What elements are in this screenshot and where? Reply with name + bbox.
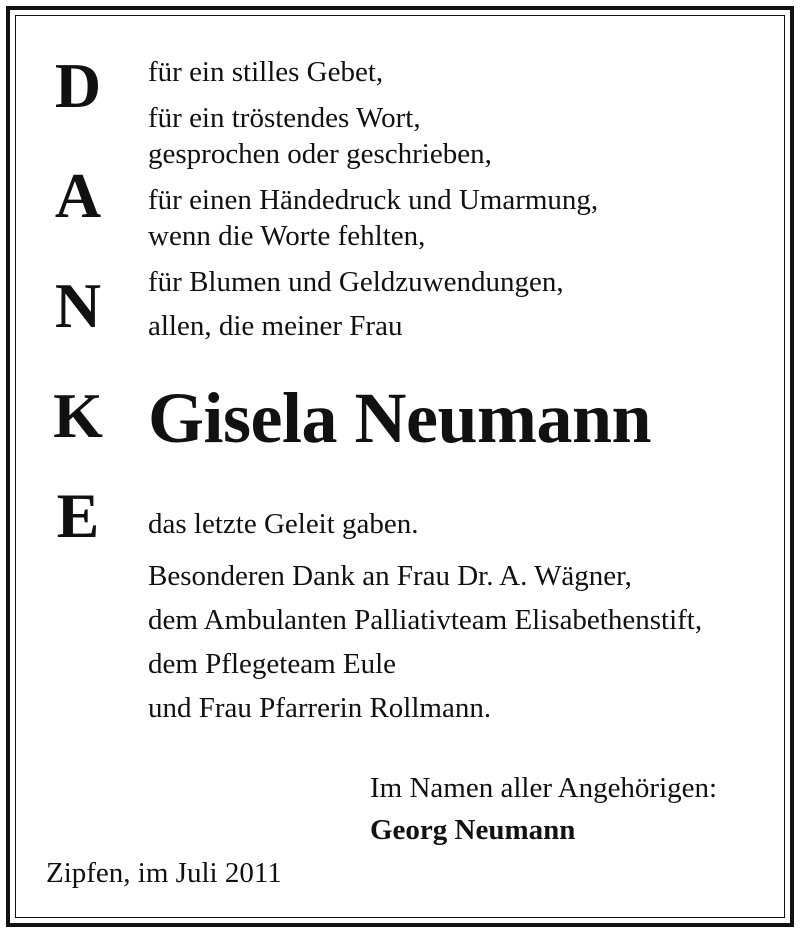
closing-line: das letzte Geleit gaben.: [148, 508, 419, 540]
thanks-line: für ein tröstendes Wort,: [148, 102, 421, 134]
thanks-line: für Blumen und Geldzuwendungen,: [148, 266, 564, 298]
thanks-line: wenn die Worte fehlten,: [148, 220, 426, 252]
thanks-line: für einen Händedruck und Umarmung,: [148, 184, 599, 216]
closing-line: und Frau Pfarrerin Rollmann.: [148, 692, 492, 724]
danke-letter-n: N: [54, 270, 102, 341]
closing-line: dem Pflegeteam Eule: [148, 648, 397, 680]
thanks-line: gesprochen oder geschrieben,: [148, 138, 492, 170]
deceased-name: Gisela Neumann: [148, 378, 652, 458]
signoff-intro: Im Namen aller Angehörigen:: [370, 772, 718, 804]
danke-letter-a: A: [54, 160, 102, 231]
thanks-line: allen, die meiner Frau: [148, 310, 403, 342]
place-date: Zipfen, im Juli 2011: [46, 857, 282, 889]
signoff-name: Georg Neumann: [370, 814, 576, 846]
closing-line: Besonderen Dank an Frau Dr. A. Wägner,: [148, 560, 632, 592]
thanks-line: für ein stilles Gebet,: [148, 56, 384, 88]
danke-letter-e: E: [56, 480, 100, 551]
danke-letter-d: D: [54, 50, 102, 121]
closing-line: dem Ambulanten Palliativteam Elisabethenstift,: [148, 604, 703, 636]
danke-letter-k: K: [53, 380, 103, 451]
